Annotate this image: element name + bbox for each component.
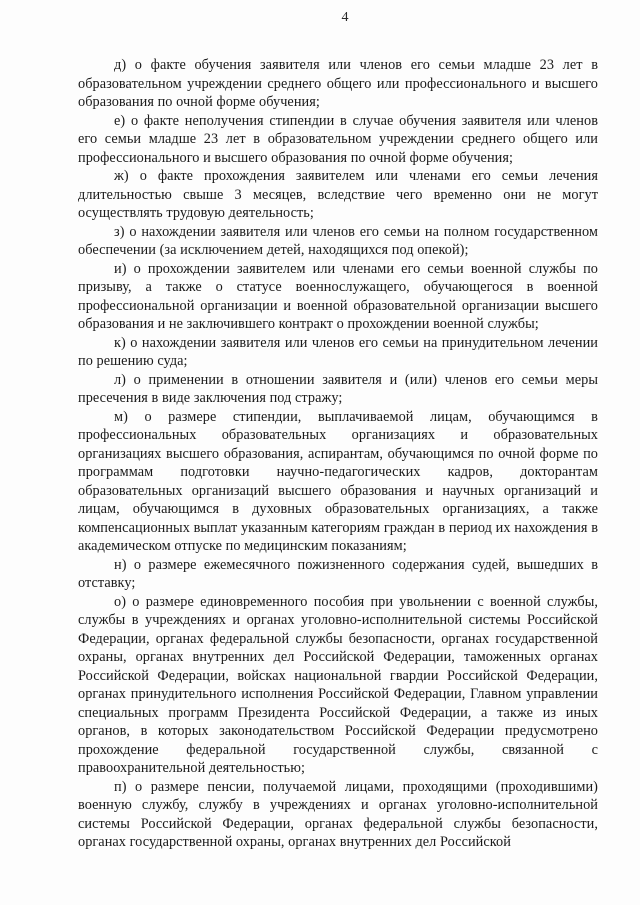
paragraph-m: м) о размере стипендии, выплачиваемой лицам, обучающимся в профессиональных образовательных организациях и образовательных организациях высшего образования, аспирантам, обучающимся по очной форме по программам подготовки научно-педагогических кадров, докторантам образовательных организаций высшего образования и научных организаций и лицам, обучающимся в духовных образовательных организациях, а также компенсационных выплат указанным категориям граждан в период их нахождения в академическом отпуске по медицинским показаниям; [78,408,598,554]
paragraph-d: д) о факте обучения заявителя или членов его семьи младше 23 лет в образовательном учреждении среднего общего или профессионального и высшего образования по очной форме обучения; [78,57,598,110]
paragraph-l: л) о применении в отношении заявителя и (или) членов его семьи меры пресечения в виде заключения под стражу; [78,371,598,406]
paragraph-e: е) о факте неполучения стипендии в случае обучения заявителя или членов его семьи младше 23 лет в образовательном учреждении среднего общего или профессионального и высшего образования по очной форме обучения; [78,112,598,166]
page-number: 4 [341,10,349,25]
paragraph-i: и) о прохождении заявителем или членами его семьи военной службы по призыву, а также о статусе военнослужащего, обучающегося в военной профессиональной организации и военной образовательной организации высшего образования и не заключившего контракт о прохождении военной службы; [78,260,598,332]
paragraph-o: о) о размере единовременного пособия при увольнении с военной службы, службы в учреждениях и органах уголовно-исполнительной системы Российской Федерации, органах федеральной службы безопасности, органах государственной охраны, органах внутренних дел Российской Федерации, таможенных органах Российской Федерации, войсках национальной гвардии Российской Федерации, органах принудительного исполнения Российской Федерации, Главном управлении специальных программ Президента Российской Федерации, а также из иных органов, в которых законодательством Российской Федерации предусмотрено прохождение федеральной государственной службы, связанной с правоохранительной деятельностью; [78,593,598,776]
document-body [78,56,598,852]
paragraph-k: к) о нахождении заявителя или членов его семьи на принудительном лечении по решению суда; [78,334,598,369]
paragraph-z: з) о нахождении заявителя или членов его семьи на полном государственном обеспечении (за исключением детей, находящихся под опекой); [78,223,598,258]
paragraph-n: н) о размере ежемесячного пожизненного содержания судей, вышедших в отставку; [78,556,598,591]
paragraph-zh: ж) о факте прохождения заявителем или членами его семьи лечения длительностью свыше 3 месяцев, вследствие чего временно они не могут осуществлять трудовую деятельность; [78,168,598,221]
paragraph-p: п) о размере пенсии, получаемой лицами, проходящими (проходившими) военную службу, службу в учреждениях и органах уголовно-исполнительной системы Российской Федерации, органах федеральной службы безопасности, органах государственной охраны, органах внутренних дел Российской [78,778,598,850]
